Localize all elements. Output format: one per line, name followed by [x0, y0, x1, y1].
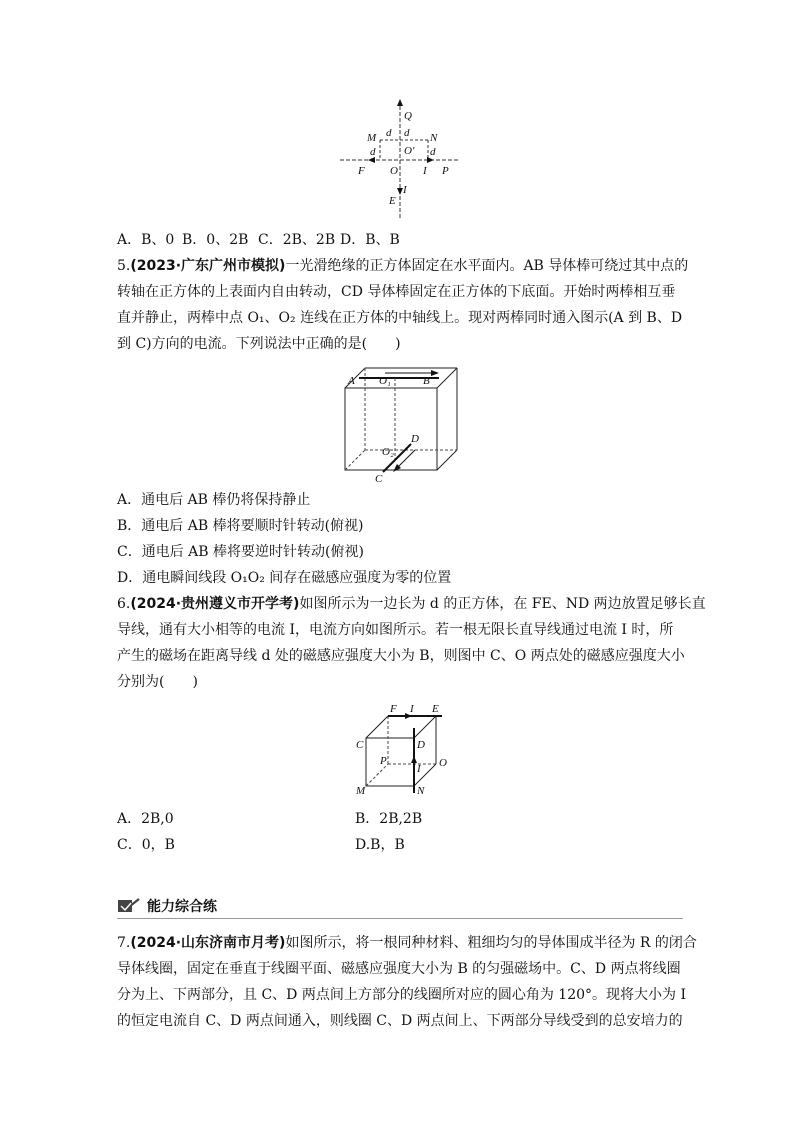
q6-option-d: D.B，B — [355, 837, 405, 853]
label-I-mid: I — [417, 763, 421, 775]
q7-line-4: 的恒定电流自 C、D 两点间通入，则线圈 C、D 两点间上、下两部分导线受到的总安培力的 — [117, 1013, 683, 1029]
q5-option-a: A．通电后 AB 棒仍将保持静止 — [117, 492, 311, 508]
label-A: A — [348, 375, 355, 387]
label-d-top-right: d — [404, 127, 410, 139]
q5-line-4: 到 C)方向的电流。下列说法中正确的是( ) — [117, 336, 401, 352]
q6-line-1 — [117, 597, 706, 611]
q5-line-2: 转轴在正方体的上表面内自由转动，CD 导体棒固定在正方体的下底面。开始时两棒相互垂 — [117, 284, 676, 300]
q4-option-d: D．B、B — [340, 232, 400, 248]
section-header — [117, 896, 217, 916]
label-d-right: d — [430, 146, 436, 158]
q6-option-c: C．0，B — [117, 837, 175, 853]
label-D: D — [417, 739, 425, 751]
q7-text-1: 如图所示，将一根同种材料、粗细均匀的导体围成半径为 R 的闭合 — [285, 935, 697, 951]
q5-option-c: C．通电后 AB 棒将要逆时针转动(俯视) — [117, 544, 364, 560]
q6-text-1: 如图所示为一边长为 d 的正方体，在 FE、ND 两边放置足够长直 — [299, 596, 706, 612]
q4-option-a: A．B、0 — [117, 232, 175, 248]
label-Q: Q — [404, 110, 412, 122]
q5-number: 5. — [117, 258, 131, 274]
label-O: O — [439, 757, 447, 769]
label-O1: O₁ — [379, 375, 391, 387]
label-I-vertical: I — [403, 184, 407, 196]
label-P: P — [380, 755, 387, 767]
label-d-left: d — [370, 146, 376, 158]
label-I-top: I — [410, 703, 414, 715]
checkbox-icon — [117, 898, 141, 914]
q7-number: 7. — [117, 935, 131, 951]
q7-source: (2024·山东济南市月考) — [130, 935, 286, 951]
section-title: 能力综合练 — [147, 899, 217, 915]
q7-line-2: 导体线圈，固定在垂直于线圈平面、磁感应强度大小为 B 的匀强磁场中。C、D 两点将线圈 — [117, 961, 681, 977]
q4-option-c: C．2B、2B — [258, 232, 336, 248]
label-O2: O₂ — [382, 446, 394, 458]
q5-source: (2023·广东广州市模拟) — [130, 258, 286, 274]
label-C: C — [375, 473, 383, 485]
label-F: F — [358, 165, 365, 177]
q6-option-a: A．2B,0 — [117, 811, 174, 827]
label-P: P — [442, 165, 449, 177]
q5-option-d: D．通电瞬间线段 O₁O₂ 间存在磁感应强度为零的位置 — [117, 570, 452, 586]
label-d-top-left: d — [386, 127, 392, 139]
label-E: E — [389, 195, 396, 207]
q6-source: (2024·贵州遵义市开学考) — [130, 596, 300, 612]
label-M: M — [356, 785, 366, 797]
label-B: B — [423, 375, 430, 387]
q5-line-3: 直并静止，两棒中点 O₁、O₂ 连线在正方体的中轴线上。现对两棒同时通入图示(A 到 B、D — [117, 310, 683, 326]
label-O-prime: O′ — [404, 145, 415, 157]
q5-text-1: 一光滑绝缘的正方体固定在水平面内。AB 导体棒可绕过其中点的 — [285, 258, 689, 274]
q6-line-2: 导线，通有大小相等的电流 I，电流方向如图所示。若一根无限长直导线通过电流 I 时，所 — [117, 622, 674, 638]
label-N: N — [417, 785, 425, 797]
label-N: N — [430, 132, 438, 144]
label-D: D — [411, 433, 419, 445]
q6-number: 6. — [117, 596, 131, 612]
label-E: E — [432, 703, 439, 715]
label-F: F — [390, 703, 397, 715]
label-O: O — [390, 165, 398, 177]
q7-line-1 — [117, 936, 697, 950]
q5-option-b: B．通电后 AB 棒将要顺时针转动(俯视) — [117, 518, 364, 534]
q6-line-4: 分别为( ) — [117, 674, 198, 690]
q4-figure — [330, 95, 470, 225]
section-rule — [117, 918, 683, 919]
q7-line-3: 分为上、下两部分，且 C、D 两点间上方部分的线圈所对应的圆心角为 120°。现将大小为 I — [117, 987, 686, 1003]
label-I-horizontal: I — [423, 165, 427, 177]
q6-figure — [350, 698, 460, 798]
q5-line-1 — [117, 259, 688, 273]
label-C: C — [356, 739, 364, 751]
q6-option-b: B．2B,2B — [355, 811, 423, 827]
label-M: M — [367, 132, 377, 144]
q5-figure — [335, 360, 465, 485]
q4-option-b: B．0、2B — [182, 232, 249, 248]
q6-line-3: 产生的磁场在距离导线 d 处的磁感应强度大小为 B，则图中 C、O 两点处的磁感应强度大小 — [117, 648, 685, 664]
